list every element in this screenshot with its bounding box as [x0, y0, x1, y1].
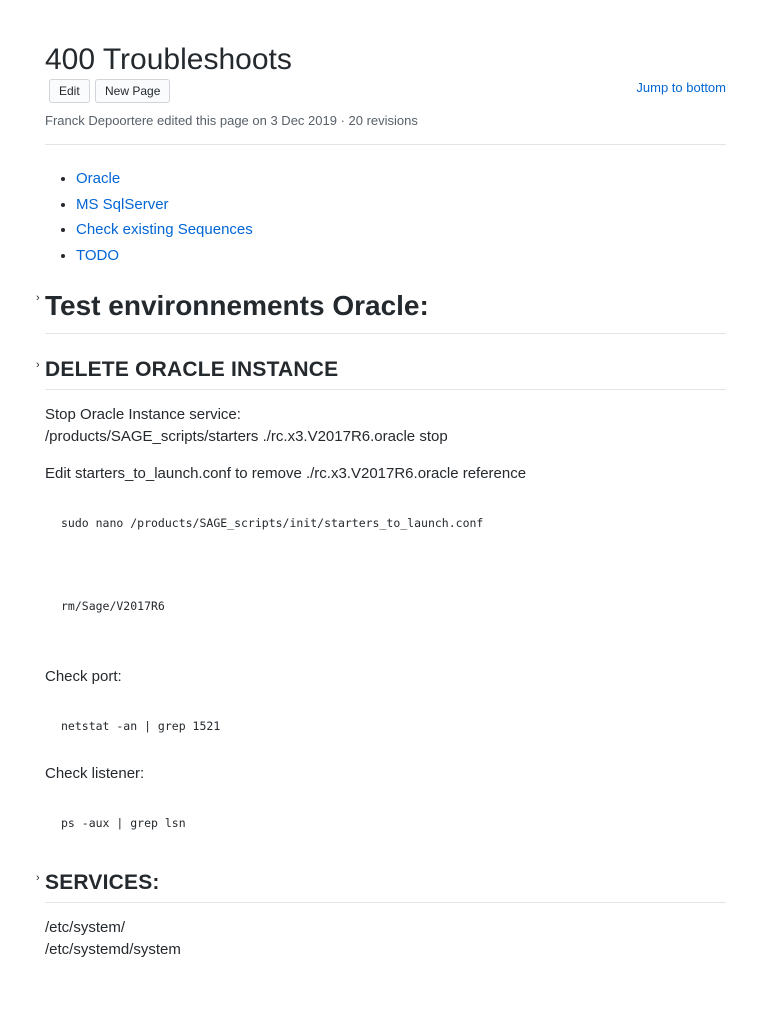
code-block-nano: sudo nano /products/SAGE_scripts/init/starters_to_launch.conf [61, 516, 484, 530]
paragraph-services-path-2: /etc/systemd/system [45, 941, 181, 958]
anchor-link-icon[interactable]: › [36, 872, 40, 884]
code-block-netstat: netstat -an | grep 1521 [61, 719, 221, 733]
toc-link-oracle[interactable]: Oracle [76, 170, 121, 187]
toc-link-sequences[interactable]: Check existing Sequences [76, 221, 253, 239]
anchor-link-icon[interactable]: › [36, 292, 40, 304]
jump-to-bottom-link[interactable]: Jump to bottom [636, 80, 726, 95]
heading-divider [45, 333, 726, 334]
header-divider [45, 144, 726, 145]
new-page-button[interactable]: New Page [95, 79, 170, 103]
page-title: 400 Troubleshoots [45, 43, 292, 76]
toc-link-todo[interactable]: TODO [76, 247, 120, 265]
paragraph-services-path-1: /etc/system/ [45, 919, 126, 936]
heading-divider [45, 902, 726, 903]
heading-divider [45, 389, 726, 390]
heading-test-environnements: Test environnements Oracle: [45, 290, 429, 321]
toc-item-oracle [76, 166, 253, 192]
paragraph-edit-conf: Edit starters_to_launch.conf to remove ./rc.x3.V2017R6.oracle reference [45, 465, 527, 482]
revision-meta: Franck Depoortere edited this page on 3 Dec 2019 · 20 revisions [45, 113, 418, 128]
toc-item-sequences [76, 217, 253, 243]
paragraph-stop-service: Stop Oracle Instance service: [45, 406, 241, 423]
edit-button[interactable]: Edit [49, 79, 90, 103]
heading-delete-oracle-instance: DELETE ORACLE INSTANCE [45, 358, 339, 381]
toc-link-mssqlserver[interactable]: MS SqlServer [76, 195, 169, 213]
anchor-link-icon[interactable]: › [36, 359, 40, 371]
heading-services: SERVICES: [45, 871, 160, 894]
toc-item-mssqlserver [76, 192, 253, 218]
paragraph-check-listener: Check listener: [45, 765, 145, 782]
paragraph-check-port: Check port: [45, 668, 122, 685]
paragraph-stop-command: /products/SAGE_scripts/starters ./rc.x3.V2017R6.oracle stop [45, 428, 448, 445]
table-of-contents [45, 166, 253, 269]
code-block-ps: ps -aux | grep lsn [61, 816, 186, 830]
toc-item-todo [76, 243, 253, 269]
code-block-rm: rm/Sage/V2017R6 [61, 599, 165, 613]
